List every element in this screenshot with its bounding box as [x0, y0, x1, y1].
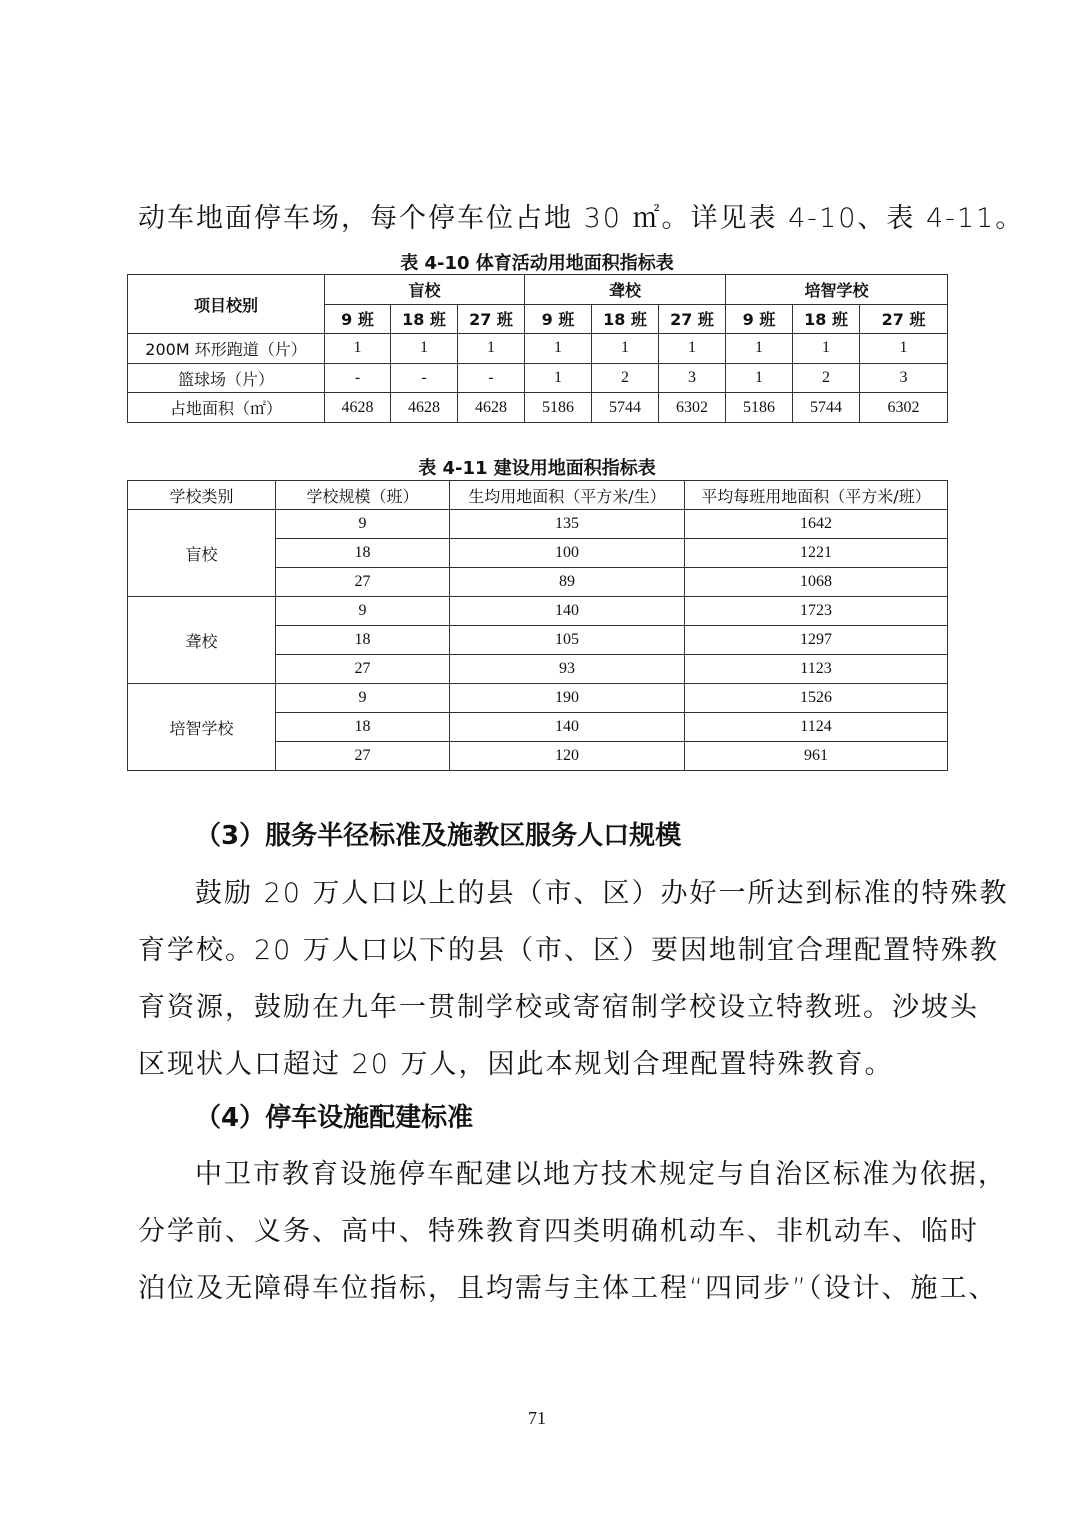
- table-row: [128, 510, 948, 539]
- section-3-line: 育资源，鼓励在九年一贯制学校或寄宿制学校设立特教班。沙坡头: [138, 992, 979, 1023]
- table-cell: 4628: [391, 393, 458, 423]
- section-4-heading: （4）停车设施配建标准: [195, 1103, 474, 1133]
- table-cell: 190: [450, 684, 685, 713]
- row-label: 篮球场（片）: [128, 363, 325, 393]
- table-cell: 1: [525, 363, 592, 393]
- table-cell: 3: [659, 363, 726, 393]
- table-cell: 1221: [685, 539, 948, 568]
- table-cell: 18: [276, 626, 450, 655]
- intro-line: 动车地面停车场，每个停车位占地 30 ㎡。详见表 4-10、表 4-11。: [138, 203, 1025, 234]
- subheader: 18 班: [793, 304, 860, 334]
- subheader: 18 班: [592, 304, 659, 334]
- table-cell: 27: [276, 742, 450, 771]
- table-cell: 1: [592, 334, 659, 364]
- section-4-line: 分学前、义务、高中、特殊教育四类明确机动车、非机动车、临时: [138, 1216, 979, 1247]
- table-cell: 1: [860, 334, 948, 364]
- table-cell: 9: [276, 597, 450, 626]
- subheader: 27 班: [659, 304, 726, 334]
- table-cell: 18: [276, 713, 450, 742]
- table-cell: 4628: [458, 393, 525, 423]
- table-cell: 93: [450, 655, 685, 684]
- table-cell: 1068: [685, 568, 948, 597]
- table-cell: 27: [276, 655, 450, 684]
- table-cell: 120: [450, 742, 685, 771]
- section-3-line: 区现状人口超过 20 万人，因此本规划合理配置特殊教育。: [138, 1049, 894, 1080]
- subheader: 9 班: [525, 304, 592, 334]
- category-cell: 培智学校: [128, 684, 276, 771]
- group-header: 培智学校: [726, 275, 948, 305]
- table-cell: 5186: [525, 393, 592, 423]
- table-cell: 1526: [685, 684, 948, 713]
- subheader: 27 班: [860, 304, 948, 334]
- subheader: 9 班: [726, 304, 793, 334]
- group-header: 盲校: [325, 275, 525, 305]
- table-cell: 1: [458, 334, 525, 364]
- table-4-10: [127, 274, 948, 423]
- section-3-line: 鼓励 20 万人口以上的县（市、区）办好一所达到标准的特殊教: [195, 878, 1009, 909]
- subheader: 18 班: [391, 304, 458, 334]
- table-cell: 2: [592, 363, 659, 393]
- table-cell: 18: [276, 539, 450, 568]
- table-cell: 140: [450, 713, 685, 742]
- table-cell: 4628: [325, 393, 391, 423]
- table-cell: 6302: [860, 393, 948, 423]
- table-cell: 1: [659, 334, 726, 364]
- table-cell: 1: [793, 334, 860, 364]
- column-header: 学校类别: [128, 481, 276, 510]
- section-3-heading: （3）服务半径标准及施教区服务人口规模: [195, 821, 682, 851]
- table-row: [128, 597, 948, 626]
- table-cell: 1124: [685, 713, 948, 742]
- subheader: 9 班: [325, 304, 391, 334]
- table-cell: 961: [685, 742, 948, 771]
- table-cell: 135: [450, 510, 685, 539]
- corner-header: 项目校别: [128, 275, 325, 334]
- table-cell: -: [391, 363, 458, 393]
- table-cell: 1: [726, 363, 793, 393]
- table-cell: 3: [860, 363, 948, 393]
- section-3-line: 育学校。20 万人口以下的县（市、区）要因地制宜合理配置特殊教: [138, 935, 999, 966]
- page-number: 71: [528, 1408, 546, 1428]
- table-cell: 105: [450, 626, 685, 655]
- table-4-11: [127, 480, 948, 771]
- section-4-line: 泊位及无障碍车位指标，且均需与主体工程“四同步”（设计、施工、: [138, 1273, 998, 1304]
- table-row: [128, 334, 948, 364]
- table-row: [128, 684, 948, 713]
- table-cell: 1642: [685, 510, 948, 539]
- row-label: 占地面积（㎡）: [128, 393, 325, 423]
- table-cell: 140: [450, 597, 685, 626]
- table-row: [128, 363, 948, 393]
- table-cell: 2: [793, 363, 860, 393]
- table-row: [128, 393, 948, 423]
- table-cell: 5186: [726, 393, 793, 423]
- table-cell: 6302: [659, 393, 726, 423]
- table-cell: -: [325, 363, 391, 393]
- table-cell: 27: [276, 568, 450, 597]
- table-cell: -: [458, 363, 525, 393]
- group-header: 聋校: [525, 275, 726, 305]
- table-4-10-caption: 表 4-10 体育活动用地面积指标表: [400, 253, 674, 274]
- table-cell: 1: [525, 334, 592, 364]
- column-header: 生均用地面积（平方米/生）: [450, 481, 685, 510]
- row-label: 200M 环形跑道（片）: [128, 334, 325, 364]
- table-cell: 9: [276, 510, 450, 539]
- table-cell: 5744: [592, 393, 659, 423]
- column-header: 学校规模（班）: [276, 481, 450, 510]
- category-cell: 盲校: [128, 510, 276, 597]
- category-cell: 聋校: [128, 597, 276, 684]
- table-cell: 89: [450, 568, 685, 597]
- table-cell: 100: [450, 539, 685, 568]
- table-cell: 1123: [685, 655, 948, 684]
- table-cell: 1: [325, 334, 391, 364]
- section-4-line: 中卫市教育设施停车配建以地方技术规定与自治区标准为依据，: [195, 1159, 1007, 1190]
- column-header: 平均每班用地面积（平方米/班）: [685, 481, 948, 510]
- table-4-11-caption: 表 4-11 建设用地面积指标表: [418, 458, 656, 479]
- table-cell: 1: [391, 334, 458, 364]
- table-cell: 9: [276, 684, 450, 713]
- table-cell: 5744: [793, 393, 860, 423]
- subheader: 27 班: [458, 304, 525, 334]
- table-cell: 1: [726, 334, 793, 364]
- table-cell: 1723: [685, 597, 948, 626]
- table-cell: 1297: [685, 626, 948, 655]
